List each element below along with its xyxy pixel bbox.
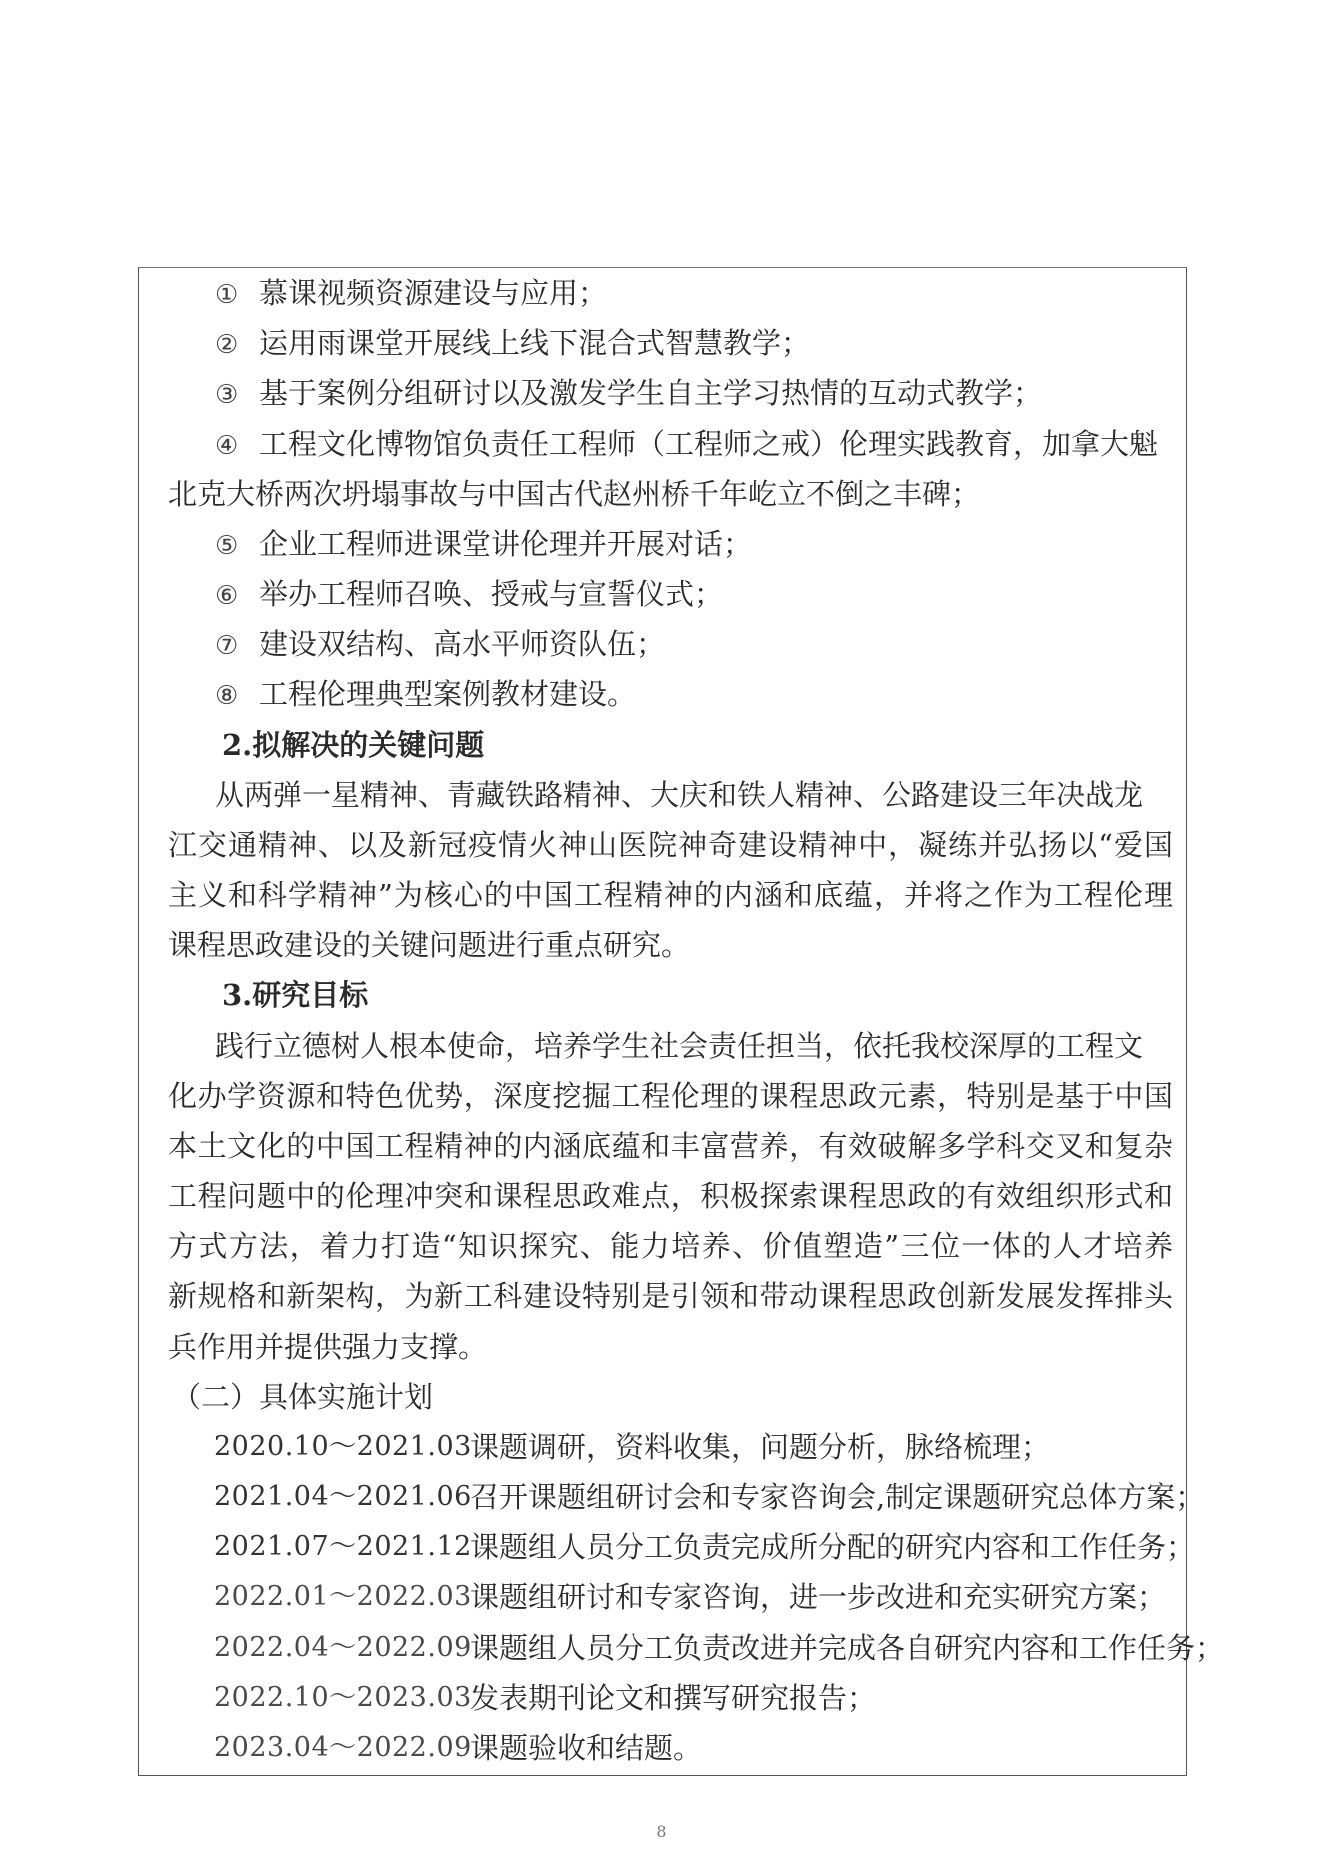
plan-date: 2022.01～2022.03 — [214, 1581, 472, 1613]
item-number: ③ — [215, 380, 239, 411]
paragraph-line: 新规格和新架构，为新工科建设特别是引领和带动课程思政创新发展发挥排头 — [168, 1279, 1173, 1314]
item-number: ② — [215, 330, 239, 361]
plan-date: 2020.10～2021.03 — [214, 1430, 472, 1462]
item-text: 工程伦理典型案例教材建设。 — [259, 677, 637, 712]
paragraph-line: 践行立德树人根本使命，培养学生社会责任担当，依托我校深厚的工程文 — [215, 1028, 1144, 1063]
paragraph-line: 主义和科学精神”为核心的中国工程精神的内涵和底蕴，并将之作为工程伦理 — [168, 878, 1173, 913]
plan-heading: （二）具体实施计划 — [172, 1379, 434, 1414]
paragraph-line: 工程问题中的伦理冲突和课程思政难点，积极探索课程思政的有效组织形式和 — [168, 1179, 1173, 1214]
list-item — [215, 375, 1042, 413]
plan-date: 2022.04～2022.09 — [214, 1631, 472, 1663]
item-text: 运用雨课堂开展线上线下混合式智慧教学； — [259, 326, 811, 361]
list-item — [215, 426, 1158, 464]
paragraph-line: 从两弹一星精神、青藏铁路精神、大庆和铁人精神、公路建设三年决战龙 — [215, 777, 1144, 812]
plan-task: 课题调研，资料收集，问题分析，脉络梳理； — [470, 1429, 1051, 1464]
item-number: ⑦ — [215, 631, 239, 662]
paragraph-line: 本土文化的中国工程精神的内涵底蕴和丰富营养，有效破解多学科交叉和复杂 — [168, 1128, 1173, 1163]
paragraph-line: 化办学资源和特色优势，深度挖掘工程伦理的课程思政元素，特别是基于中国 — [168, 1078, 1173, 1113]
list-item — [215, 325, 810, 363]
item-number: ⑤ — [215, 530, 239, 561]
page-number: 8 — [656, 1822, 667, 1841]
plan-date: 2021.07～2021.12 — [214, 1531, 472, 1563]
section-heading: 3.研究目标 — [222, 978, 369, 1013]
plan-date: 2021.04～2021.06 — [214, 1481, 472, 1513]
list-item — [215, 526, 752, 564]
plan-task: 发表期刊论文和撰写研究报告； — [470, 1680, 877, 1715]
item-number: ⑥ — [215, 581, 239, 612]
item-number: ④ — [215, 430, 239, 461]
paragraph-line: 江交通精神、以及新冠疫情火神山医院神奇建设精神中，凝练并弘扬以“爱国 — [168, 827, 1173, 862]
paragraph-line: 兵作用并提供强力支撑。 — [168, 1329, 488, 1364]
item-number: ① — [215, 280, 239, 310]
item-text: 建设双结构、高水平师资队伍； — [259, 627, 666, 662]
plan-task: 课题组人员分工负责完成所分配的研究内容和工作任务； — [470, 1530, 1196, 1565]
paragraph-line: 课程思政建设的关键问题进行重点研究。 — [168, 928, 691, 963]
plan-task: 课题组研讨和专家咨询，进一步改进和充实研究方案； — [470, 1580, 1167, 1615]
list-item — [215, 676, 636, 714]
plan-task: 课题组人员分工负责改进并完成各自研究内容和工作任务； — [470, 1630, 1225, 1665]
plan-date: 2023.04～2022.09 — [214, 1732, 472, 1763]
list-item — [215, 576, 723, 614]
section-heading: 2.拟解决的关键问题 — [222, 727, 485, 762]
item-text: 基于案例分组研讨以及激发学生自主学习热情的互动式教学； — [259, 376, 1043, 411]
item-text: 举办工程师召唤、授戒与宣誓仪式； — [259, 577, 724, 612]
plan-date: 2022.10～2023.03 — [214, 1681, 472, 1713]
paragraph-line: 方式方法，着力打造“知识探究、能力培养、价值塑造”三位一体的人才培养 — [168, 1229, 1173, 1264]
plan-task: 课题验收和结题。 — [470, 1731, 703, 1765]
item-text: 工程文化博物馆负责任工程师（工程师之戒）伦理实践教育，加拿大魁 — [259, 426, 1159, 461]
item-number: ⑧ — [215, 681, 239, 712]
list-item — [215, 626, 665, 664]
plan-task: 召开课题组研讨会和专家咨询会,制定课题研究总体方案； — [470, 1480, 1205, 1515]
item-text: 慕课视频资源建设与应用； — [259, 276, 608, 310]
list-item-continuation: 北克大桥两次坍塌事故与中国古代赵州桥千年屹立不倒之丰碑； — [168, 476, 981, 511]
item-text: 企业工程师进课堂讲伦理并开展对话； — [259, 526, 753, 561]
list-item — [215, 275, 607, 313]
